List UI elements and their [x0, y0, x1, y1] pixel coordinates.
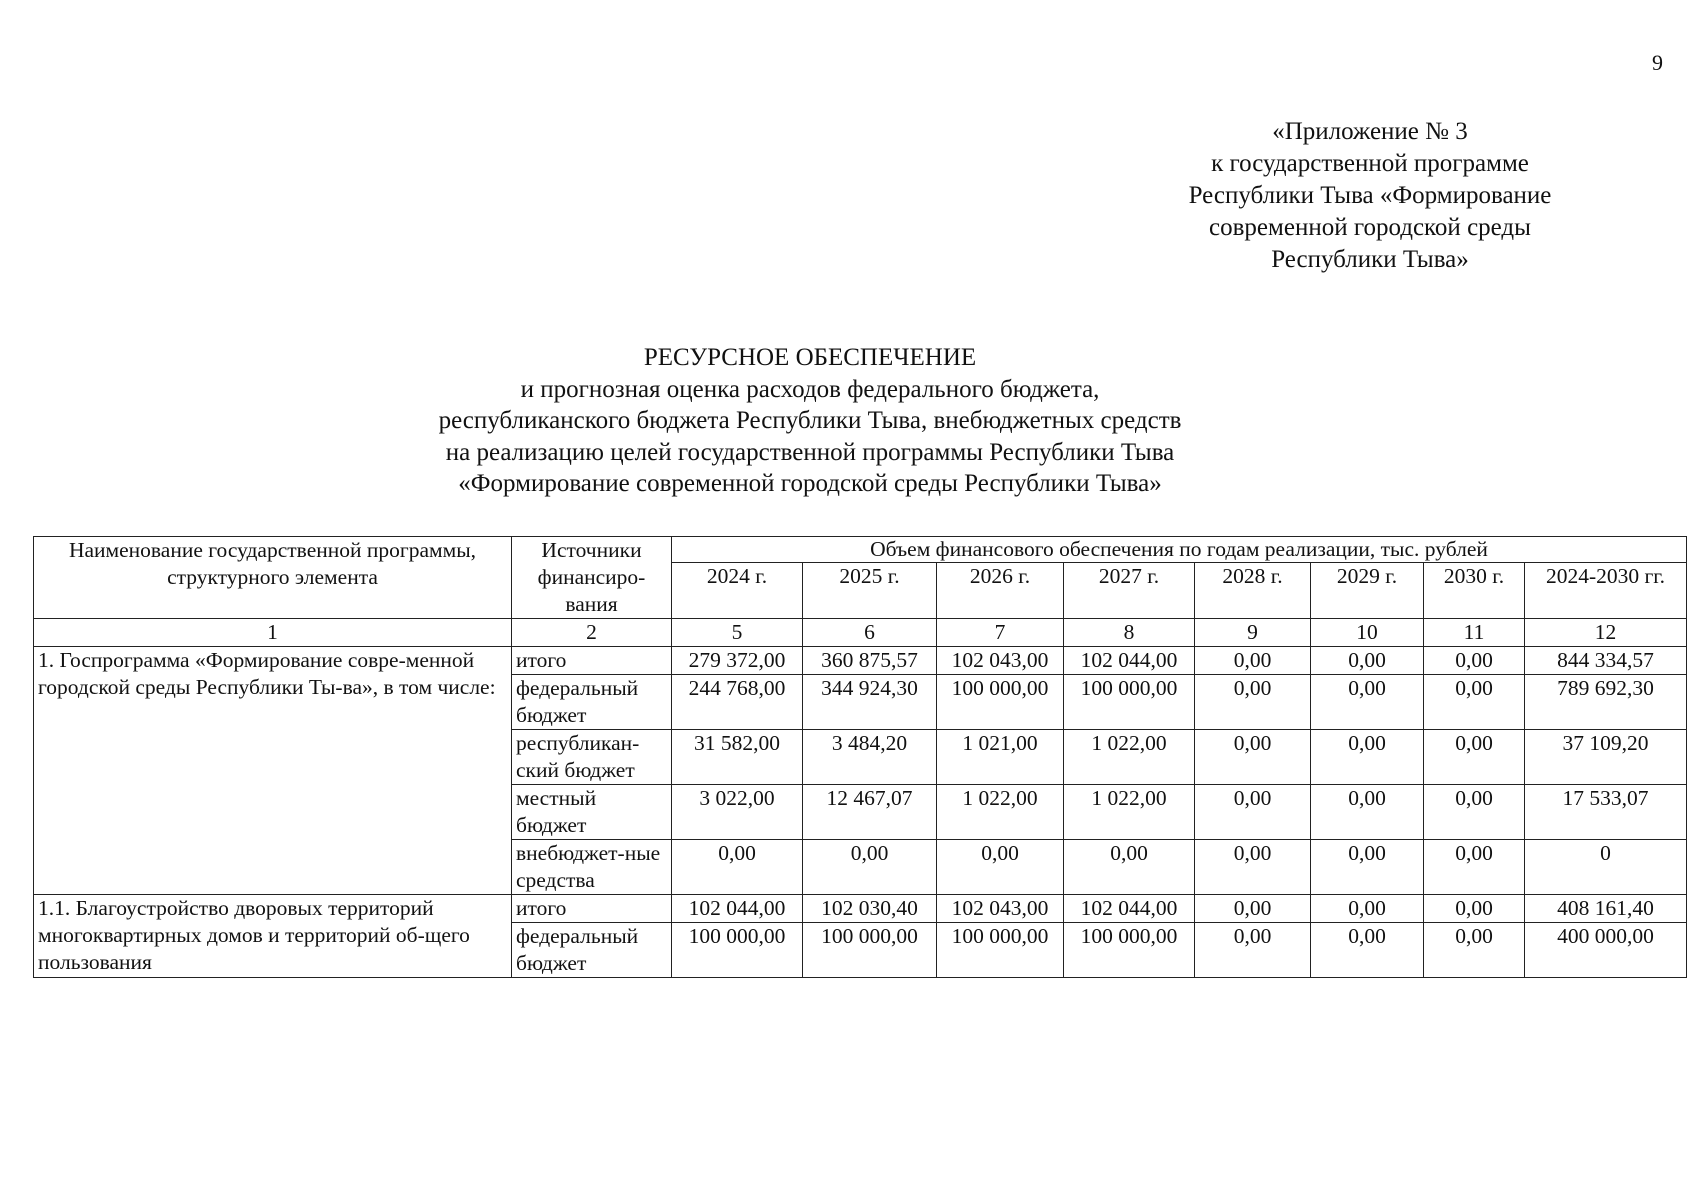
amount-cell: 0,00 [1424, 785, 1525, 840]
amount-cell: 0,00 [1424, 675, 1525, 730]
column-number: 9 [1195, 619, 1311, 647]
amount-cell: 100 000,00 [937, 675, 1064, 730]
program-element-name: 1.1. Благоустройство дворовых территорий многоквартирных домов и территорий об-щего пользования [34, 895, 512, 978]
amount-cell: 0,00 [1311, 840, 1424, 895]
amount-cell: 1 022,00 [1064, 785, 1195, 840]
amount-cell: 0,00 [1424, 923, 1525, 978]
column-number: 8 [1064, 619, 1195, 647]
appendix-line: «Приложение № 3 [1272, 118, 1468, 145]
column-number: 6 [803, 619, 937, 647]
amount-cell: 37 109,20 [1525, 730, 1687, 785]
amount-cell: 408 161,40 [1525, 895, 1687, 923]
amount-cell: 0,00 [1311, 785, 1424, 840]
header-year: 2028 г. [1195, 563, 1311, 619]
amount-cell: 0,00 [1311, 675, 1424, 730]
header-year: 2030 г. [1424, 563, 1525, 619]
appendix-heading [1175, 116, 1565, 276]
amount-cell: 3 484,20 [803, 730, 937, 785]
title-line: республиканского бюджета Республики Тыва, внебюджетных средств [438, 407, 1182, 434]
amount-cell: 0 [1525, 840, 1687, 895]
page-number: 9 [1652, 50, 1663, 75]
amount-cell: 360 875,57 [803, 647, 937, 675]
header-funding-group: Объем финансового обеспечения по годам реализации, тыс. рублей [672, 537, 1687, 563]
amount-cell: 102 044,00 [672, 895, 803, 923]
column-number: 5 [672, 619, 803, 647]
column-number: 12 [1525, 619, 1687, 647]
amount-cell: 0,00 [1195, 730, 1311, 785]
funding-source: республикан-ский бюджет [512, 730, 672, 785]
appendix-line: современной городской среды [1209, 214, 1531, 241]
header-year: 2024-2030 гг. [1525, 563, 1687, 619]
amount-cell: 100 000,00 [937, 923, 1064, 978]
amount-cell: 17 533,07 [1525, 785, 1687, 840]
funding-source: итого [512, 647, 672, 675]
appendix-line: Республики Тыва «Формирование [1188, 182, 1552, 209]
amount-cell: 100 000,00 [672, 923, 803, 978]
funding-source: местный бюджет [512, 785, 672, 840]
title-line: РЕСУРСНОЕ ОБЕСПЕЧЕНИЕ [643, 344, 977, 371]
column-number: 11 [1424, 619, 1525, 647]
amount-cell: 0,00 [1195, 840, 1311, 895]
amount-cell: 100 000,00 [1064, 675, 1195, 730]
amount-cell: 0,00 [1424, 730, 1525, 785]
amount-cell: 0,00 [937, 840, 1064, 895]
amount-cell: 0,00 [1311, 923, 1424, 978]
header-year: 2026 г. [937, 563, 1064, 619]
amount-cell: 0,00 [803, 840, 937, 895]
column-number: 7 [937, 619, 1064, 647]
title-line: «Формирование современной городской среды Республики Тыва» [458, 470, 1162, 497]
amount-cell: 844 334,57 [1525, 647, 1687, 675]
amount-cell: 0,00 [672, 840, 803, 895]
amount-cell: 279 372,00 [672, 647, 803, 675]
amount-cell: 102 043,00 [937, 895, 1064, 923]
document-title [320, 342, 1300, 500]
amount-cell: 0,00 [1195, 923, 1311, 978]
header-source-col: Источники финансиро-вания [512, 537, 672, 619]
table-row [34, 895, 1687, 923]
amount-cell: 102 043,00 [937, 647, 1064, 675]
title-line: и прогнозная оценка расходов федерального бюджета, [520, 375, 1100, 403]
amount-cell: 102 030,40 [803, 895, 937, 923]
table-row [34, 647, 1687, 675]
header-year: 2029 г. [1311, 563, 1424, 619]
amount-cell: 102 044,00 [1064, 647, 1195, 675]
column-number: 2 [512, 619, 672, 647]
amount-cell: 0,00 [1424, 840, 1525, 895]
amount-cell: 0,00 [1064, 840, 1195, 895]
resource-table [33, 536, 1687, 978]
column-number: 10 [1311, 619, 1424, 647]
amount-cell: 1 022,00 [937, 785, 1064, 840]
amount-cell: 100 000,00 [803, 923, 937, 978]
amount-cell: 0,00 [1424, 895, 1525, 923]
amount-cell: 0,00 [1311, 730, 1424, 785]
amount-cell: 0,00 [1311, 895, 1424, 923]
header-year: 2024 г. [672, 563, 803, 619]
amount-cell: 102 044,00 [1064, 895, 1195, 923]
amount-cell: 0,00 [1195, 675, 1311, 730]
header-year: 2027 г. [1064, 563, 1195, 619]
program-element-name: 1. Госпрограмма «Формирование совре-менной городской среды Республики Ты-ва», в том числе: [34, 647, 512, 895]
amount-cell: 100 000,00 [1064, 923, 1195, 978]
appendix-line: Республики Тыва» [1271, 246, 1469, 273]
amount-cell: 789 692,30 [1525, 675, 1687, 730]
funding-source: итого [512, 895, 672, 923]
amount-cell: 1 021,00 [937, 730, 1064, 785]
appendix-line: к государственной программе [1211, 150, 1529, 177]
funding-source: внебюджет-ные средства [512, 840, 672, 895]
amount-cell: 0,00 [1424, 647, 1525, 675]
amount-cell: 31 582,00 [672, 730, 803, 785]
column-number-row [34, 619, 1687, 647]
amount-cell: 0,00 [1195, 895, 1311, 923]
amount-cell: 400 000,00 [1525, 923, 1687, 978]
header-row [34, 537, 1687, 563]
title-line: на реализацию целей государственной программы Республики Тыва [445, 438, 1175, 466]
amount-cell: 3 022,00 [672, 785, 803, 840]
amount-cell: 344 924,30 [803, 675, 937, 730]
amount-cell: 1 022,00 [1064, 730, 1195, 785]
funding-source: федеральный бюджет [512, 675, 672, 730]
amount-cell: 0,00 [1195, 647, 1311, 675]
funding-source: федеральный бюджет [512, 923, 672, 978]
amount-cell: 12 467,07 [803, 785, 937, 840]
amount-cell: 244 768,00 [672, 675, 803, 730]
amount-cell: 0,00 [1195, 785, 1311, 840]
amount-cell: 0,00 [1311, 647, 1424, 675]
header-year: 2025 г. [803, 563, 937, 619]
column-number: 1 [34, 619, 512, 647]
header-name-col: Наименование государственной программы, структурного элемента [34, 537, 512, 619]
